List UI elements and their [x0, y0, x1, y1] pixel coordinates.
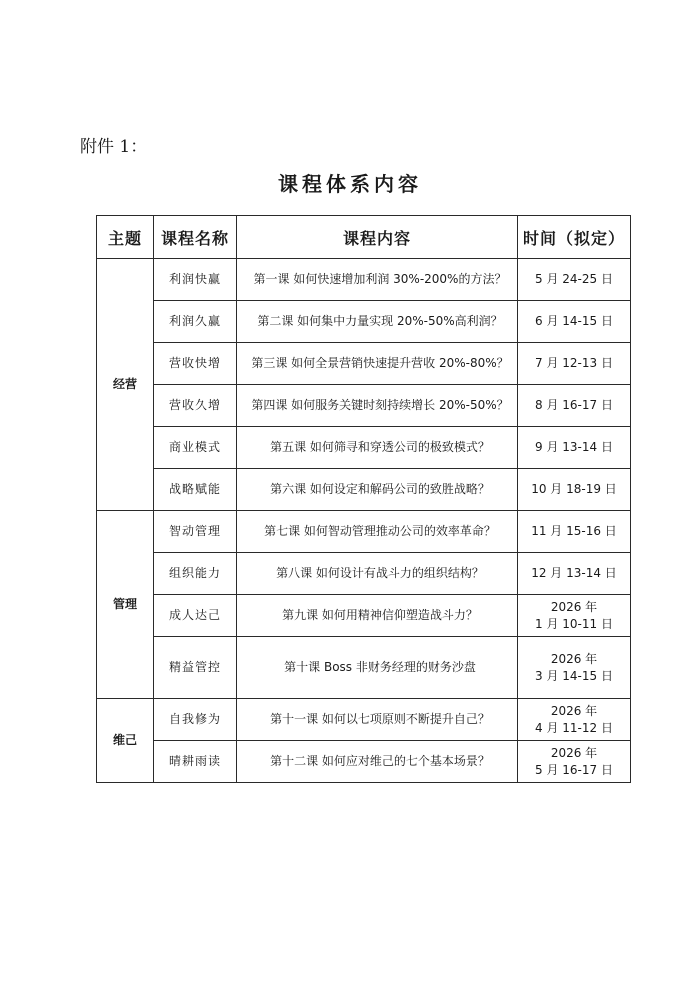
course-name-cell: 自我修为 — [154, 699, 237, 741]
course-time-year: 2026 年 — [550, 703, 598, 718]
header-time: 时间（拟定） — [518, 216, 631, 259]
table-row — [97, 259, 631, 301]
table-row — [97, 741, 631, 783]
course-content-cell: 第二课 如何集中力量实现 20%-50%高利润？ — [237, 301, 518, 343]
attachment-label: 附件 1： — [80, 137, 148, 157]
course-content-cell: 第六课 如何设定和解码公司的致胜战略？ — [237, 469, 518, 511]
header-course-name: 课程名称 — [154, 216, 237, 259]
course-name-cell: 组织能力 — [154, 553, 237, 595]
header-course-content: 课程内容 — [237, 216, 518, 259]
course-name-cell: 商业模式 — [154, 427, 237, 469]
course-content-cell: 第八课 如何设计有战斗力的组织结构？ — [237, 553, 518, 595]
table-row — [97, 595, 631, 637]
table-row — [97, 469, 631, 511]
course-time-date: 1 月 10-11 日 — [535, 616, 613, 631]
course-time-date: 4 月 11-12 日 — [535, 720, 613, 735]
course-time-year: 2026 年 — [550, 599, 598, 614]
course-time-cell: 5 月 24-25 日 — [518, 259, 631, 301]
course-content-cell: 第三课 如何全景营销快速提升营收 20%-80%？ — [237, 343, 518, 385]
course-name-cell: 智动管理 — [154, 511, 237, 553]
table-row — [97, 699, 631, 741]
header-theme: 主题 — [97, 216, 154, 259]
course-time-date: 5 月 16-17 日 — [535, 762, 613, 777]
course-time-cell: 12 月 13-14 日 — [518, 553, 631, 595]
table-row — [97, 427, 631, 469]
course-time-cell: 8 月 16-17 日 — [518, 385, 631, 427]
table-header-row — [97, 216, 631, 259]
course-content-cell: 第九课 如何用精神信仰塑造战斗力？ — [237, 595, 518, 637]
course-content-cell: 第十二课 如何应对维己的七个基本场景？ — [237, 741, 518, 783]
theme-cell-operation: 经营 — [97, 259, 154, 511]
course-time-cell: 10 月 18-19 日 — [518, 469, 631, 511]
theme-cell-management: 管理 — [97, 511, 154, 699]
theme-cell-self: 维己 — [97, 699, 154, 783]
course-name-cell: 精益管控 — [154, 637, 237, 699]
course-time-year: 2026 年 — [550, 745, 598, 760]
course-time-cell: 7 月 12-13 日 — [518, 343, 631, 385]
course-table — [96, 215, 631, 783]
table-row — [97, 637, 631, 699]
course-time-cell — [518, 741, 631, 783]
table-row — [97, 301, 631, 343]
course-content-cell: 第五课 如何筛寻和穿透公司的极致模式？ — [237, 427, 518, 469]
course-time-cell — [518, 637, 631, 699]
course-time-cell: 6 月 14-15 日 — [518, 301, 631, 343]
table-row — [97, 553, 631, 595]
course-name-cell: 利润快赢 — [154, 259, 237, 301]
course-content-cell: 第一课 如何快速增加利润 30%-200%的方法？ — [237, 259, 518, 301]
course-name-cell: 成人达己 — [154, 595, 237, 637]
course-name-cell: 利润久赢 — [154, 301, 237, 343]
course-name-cell: 营收久增 — [154, 385, 237, 427]
course-name-cell: 晴耕雨读 — [154, 741, 237, 783]
course-time-date: 3 月 14-15 日 — [535, 668, 613, 683]
course-name-cell: 战略赋能 — [154, 469, 237, 511]
course-time-cell: 9 月 13-14 日 — [518, 427, 631, 469]
table-row — [97, 385, 631, 427]
table-row — [97, 511, 631, 553]
course-content-cell: 第七课 如何智动管理推动公司的效率革命？ — [237, 511, 518, 553]
course-time-year: 2026 年 — [550, 651, 598, 666]
course-content-cell: 第十一课 如何以七项原则不断提升自己？ — [237, 699, 518, 741]
course-content-cell: 第十课 Boss 非财务经理的财务沙盘 — [237, 637, 518, 699]
course-name-cell: 营收快增 — [154, 343, 237, 385]
course-time-cell — [518, 595, 631, 637]
table-row — [97, 343, 631, 385]
document-title: 课程体系内容 — [278, 172, 422, 196]
course-content-cell: 第四课 如何服务关键时刻持续增长 20%-50%？ — [237, 385, 518, 427]
course-time-cell — [518, 699, 631, 741]
course-time-cell: 11 月 15-16 日 — [518, 511, 631, 553]
